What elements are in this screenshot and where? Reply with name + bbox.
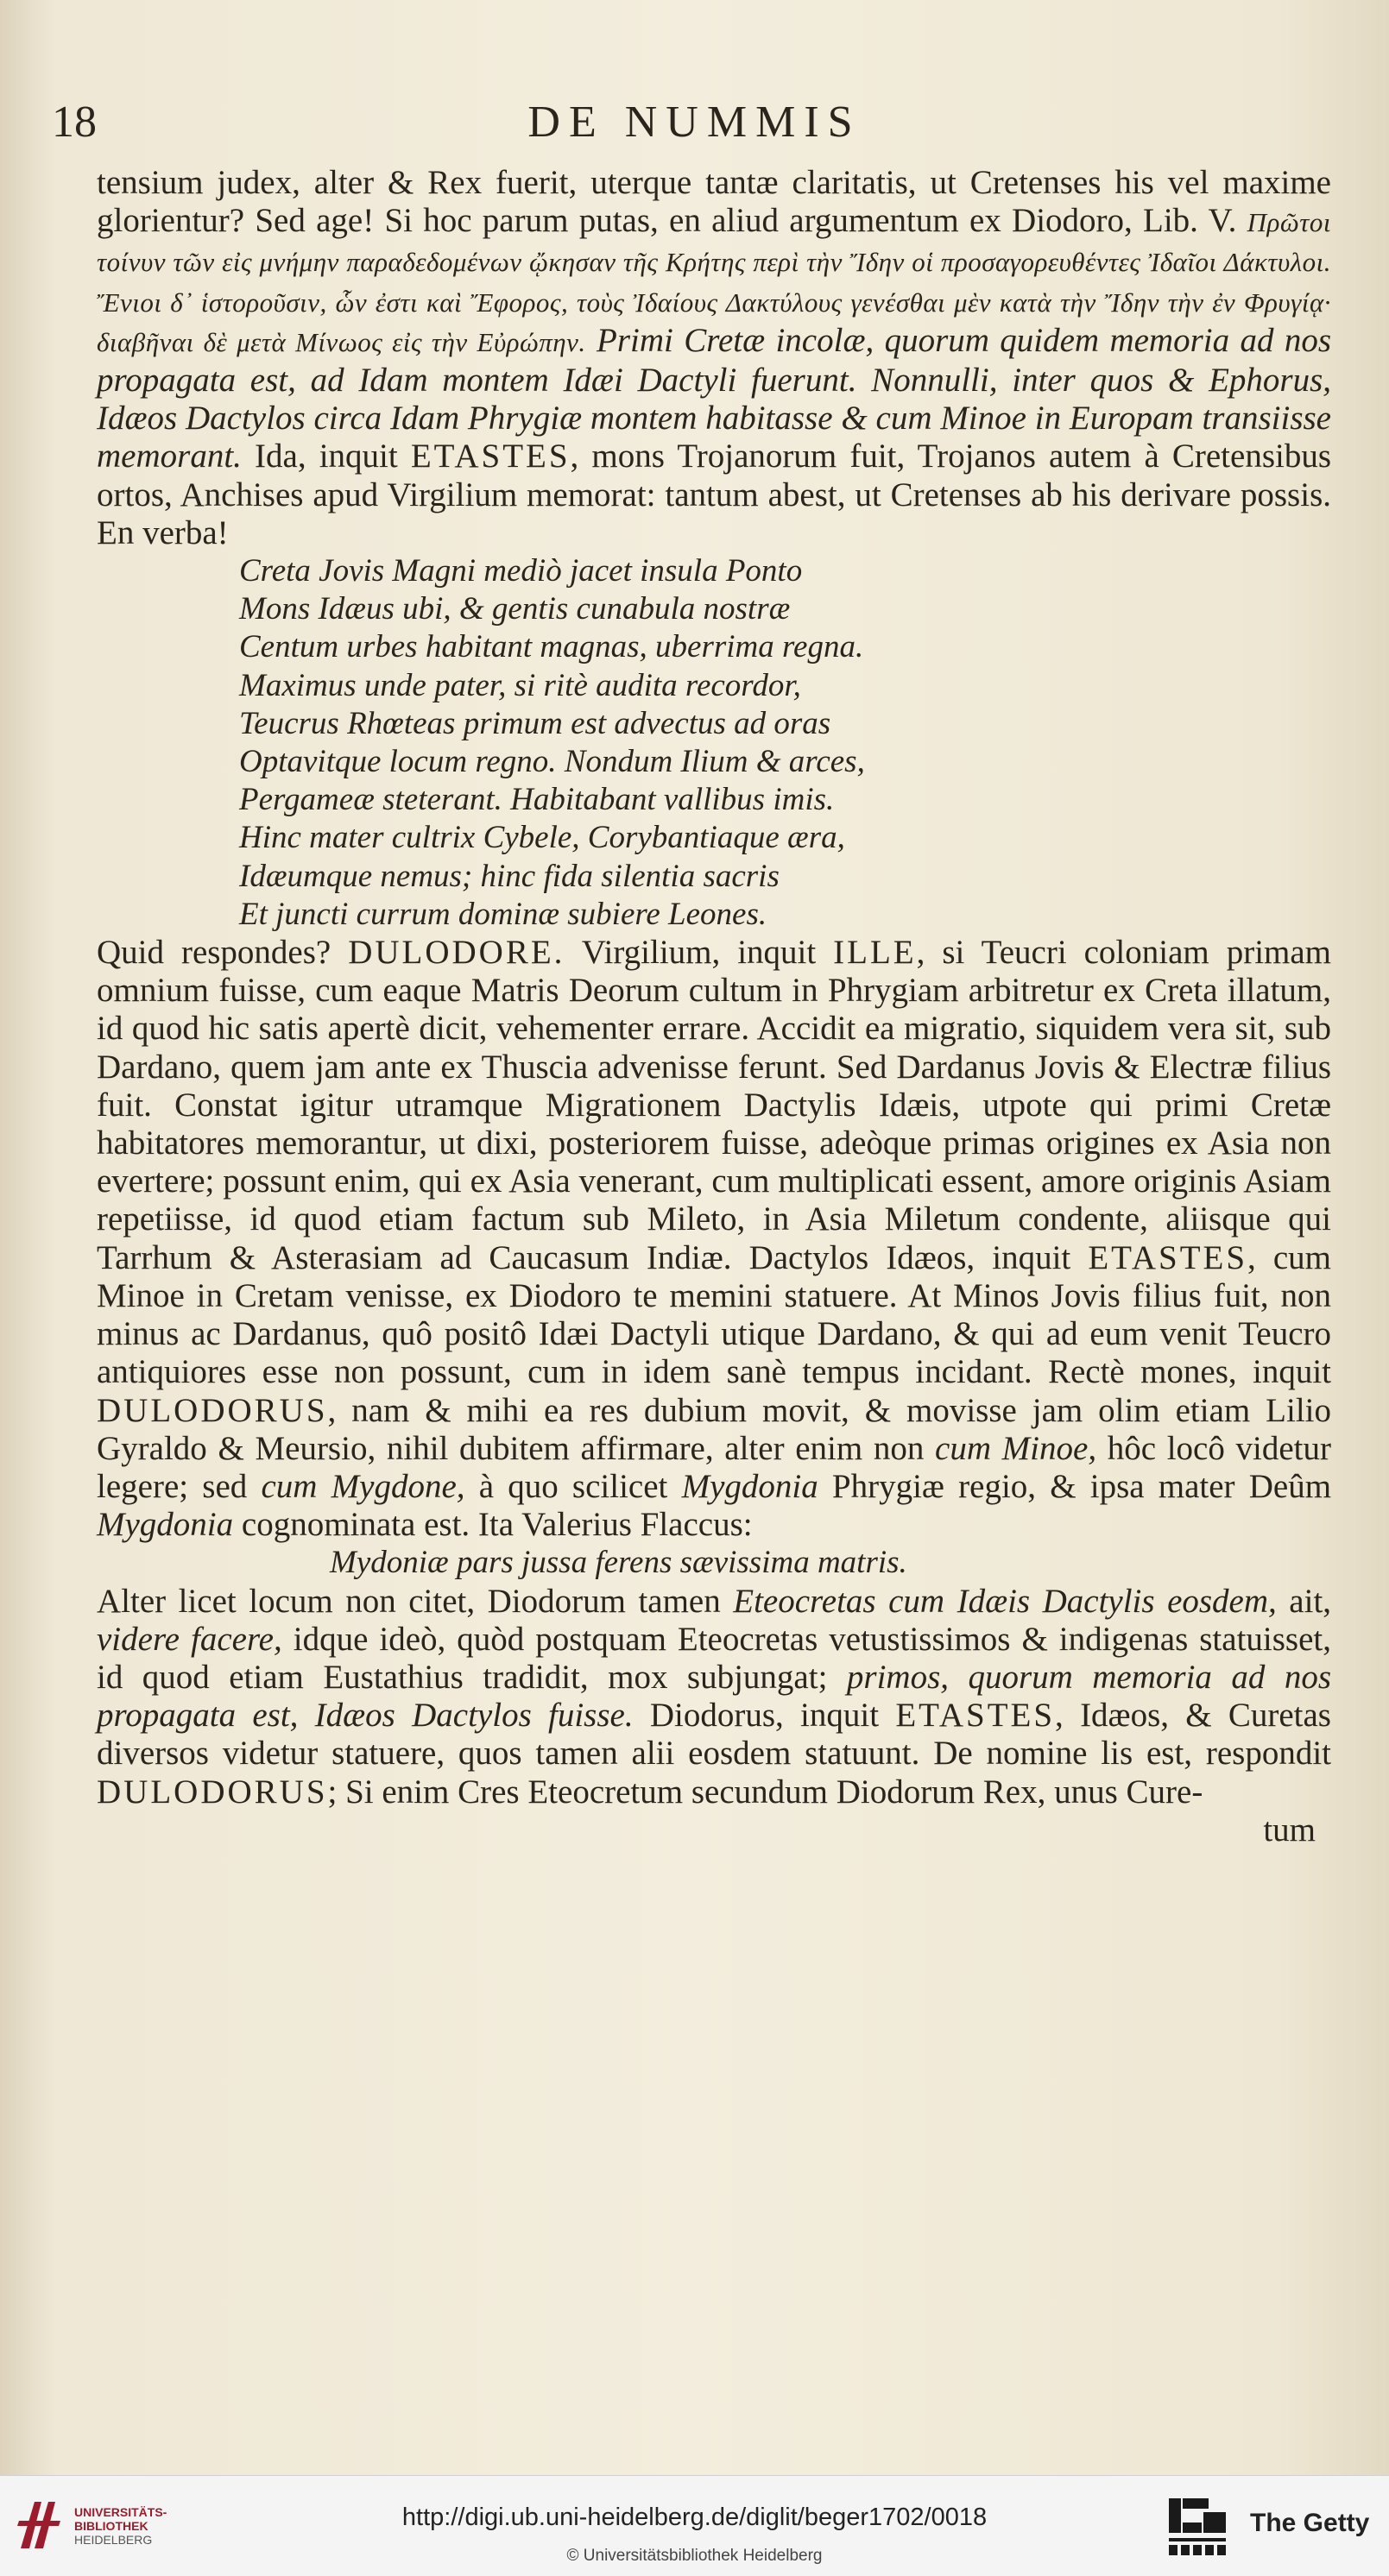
italic-phrase: Mygdonia xyxy=(97,1506,234,1544)
speaker-name: ETASTES xyxy=(895,1697,1056,1735)
greek-quotation: Πρῶτοι τοίνυν τῶν εἰς μνήμην παραδεδομένων ᾤκησαν τῆς Κρήτης περὶ τὴν Ἴδην οἱ προσαγορευθέντες Ἰδαῖοι Δάκτυλοι. Ἔνιοι δ᾽ ἱστοροῦσιν, ὧν ἐστι καὶ Ἔφορος, τοὺς Ἰδαίους Δακτύλους γενέσθαι μὲν κατὰ τὴν Ἴδην τὴν ἐν Φρυγίᾳ· διαβῆναι δὲ μετὰ Μίνωος εἰς τὴν Εὐρώπην. xyxy=(97,207,1332,357)
catchword: tum xyxy=(1263,1811,1316,1849)
page-number: 18 xyxy=(52,98,97,147)
verse-line: Teucrus Rhœteas primum est advectus ad oras xyxy=(239,705,831,741)
page-body xyxy=(97,164,1331,1849)
verse-line: Optavitque locum regno. Nondum Ilium & arces, xyxy=(239,744,865,780)
speaker-name: DULODORUS xyxy=(97,1391,328,1429)
copyright-notice: © Universitätsbibliothek Heidelberg xyxy=(566,2547,823,2565)
italic-phrase: videre facere, xyxy=(97,1620,282,1658)
text-span: , cum Minoe in Cretam venisse, ex Diodoro te memini statuere. At Minos Jovis filius fuit, non minus ac Dardanus, quô positô Idæi Dactyli utique Dardano, & qui ad eum venit Teucro antiquiores esse non possunt, cum in idem sanè tempus incidant. Rectè mones, inquit xyxy=(97,1238,1332,1391)
italic-phrase: cum Mygdone, xyxy=(261,1467,465,1505)
text-span: cognominata est. Ita Valerius Flaccus: xyxy=(241,1506,753,1544)
institution-line: BIBLIOTHEK xyxy=(74,2519,148,2533)
speaker-name: ILLE xyxy=(833,934,917,972)
speaker-name: DULODORE. xyxy=(348,934,565,972)
italic-phrase: cum Minoe, xyxy=(935,1429,1097,1467)
speaker-name: ETASTES xyxy=(1088,1238,1248,1276)
permalink[interactable]: http://digi.ub.uni-heidelberg.de/diglit/beger1702/0018 xyxy=(401,2504,988,2531)
verse-line: Maximus unde pater, si ritè audita recordor, xyxy=(239,667,801,703)
institution-line: HEIDELBERG xyxy=(74,2533,153,2547)
verse-line: Idæumque nemus; hinc fida silentia sacris xyxy=(239,858,780,894)
text-span: à quo scilicet xyxy=(478,1467,668,1505)
getty-logo-icon[interactable] xyxy=(1167,2495,1228,2557)
text-span: , Idæos, & Curetas diversos videtur statuere, quos tamen alii eosdem statuunt. De nomine lis est, respondit xyxy=(97,1697,1331,1773)
verse-line: Hinc mater cultrix Cybele, Corybantiaque æra, xyxy=(239,820,845,856)
verse-line: Pergameæ steterant. Habitabant vallibus imis. xyxy=(239,782,835,818)
paragraph-1 xyxy=(97,164,1331,552)
paragraph-2 xyxy=(97,934,1331,1544)
running-title: DE NUMMIS xyxy=(527,98,862,147)
text-span: idque ideò, quòd postquam Eteocretas vetustissimos & indigenas statuisset, id quod etiam Eustathius tradidit, mox subjungat; xyxy=(97,1620,1332,1696)
verse-quotation: Mydoniæ pars jussa ferens sævissima matris. xyxy=(330,1545,907,1581)
verse-line: Mons Idæus ubi, & gentis cunabula nostræ xyxy=(239,591,791,627)
verse-line: Et juncti currum dominæ subiere Leones. xyxy=(239,896,767,932)
italic-phrase: Eteocretas cum Idæis Dactylis eosdem, xyxy=(733,1582,1277,1620)
text-span: Phrygiæ regio, & ipsa mater Deûm xyxy=(831,1467,1332,1505)
speaker-name: ETASTES xyxy=(410,438,571,476)
latin-translation: Primi Cretæ incolæ, quorum quidem memoria ad nos propagata est, ad Idam montem Idæi Dactyli fuerunt. Nonnulli, inter quos & Ephorus, Idæos Dactylos circa Idam Phrygiæ montem habitasse & cum Minoe in Europam transiisse memorant. xyxy=(97,321,1332,476)
text-span: Alter licet locum non citet, Diodorum tamen xyxy=(97,1582,721,1620)
text-span: , mons Trojanorum fuit, Trojanos autem à Cretensibus ortos, Anchises apud Virgilium memorat: tantum abest, ut Cretenses ab his derivare possis. En verba! xyxy=(97,438,1332,551)
paragraph-3 xyxy=(97,1583,1331,1811)
text-span: Ida, inquit xyxy=(255,438,398,476)
text-span: , nam & mihi ea res dubium movit, & movisse jam olim etiam Lilio Gyraldo & Meursio, nihil dubitem affirmare, alter enim non xyxy=(97,1391,1331,1467)
text-span: tensium judex, alter & Rex fuerit, uterque tantæ claritatis, ut Cretenses his vel maxime glorientur? Sed age! Si hoc parum putas, en aliud argumentum ex Diodoro, Lib. V. xyxy=(97,164,1331,240)
institution-line: UNIVERSITÄTS- xyxy=(74,2505,167,2519)
verse-line: Centum urbes habitant magnas, uberrima regna. xyxy=(239,629,864,665)
italic-phrase: primos, quorum memoria ad nos propagata est, Idæos Dactylos fuisse. xyxy=(97,1658,1331,1735)
text-span: hôc locô videtur legere; sed xyxy=(97,1429,1332,1505)
text-span: ait, xyxy=(1289,1582,1332,1620)
text-span: Quid respondes? xyxy=(97,934,331,972)
partner-name: The Getty xyxy=(1250,2509,1370,2537)
text-span: , si Teucri coloniam primam omnium fuisse, cum eaque Matris Deorum cultum in Phrygiam arbitretur ex Creta illatum, id quod hic satis apertè dicit, vehementer errare. Accidit ea migratio, siquidem vera sit, sub Dardano, quem jam ante ex Thuscia advenisse ferunt. Sed Dardanus Jovis & Electræ filius fuit. Constat igitur utramque Migrationem Dactylis Idæis, utpote qui primi Cretæ habitatores memorantur, ut dixi, posteriorem fuisse, adeòque primas origines ex Asia non evertere; possunt enim, qui ex Asia venerant, cum multiplicati essent, amore originis Asiam repetiisse, id quod etiam factum sub Mileto, in Asia Miletum condente, aliisque qui Tarrhum & Asterasiam ad Caucasum Indiæ. Dactylos Idæos, inquit xyxy=(97,934,1332,1276)
verse-block xyxy=(97,552,1331,934)
italic-phrase: Mygdonia xyxy=(681,1467,818,1505)
text-span: ; Si enim Cres Eteocretum secundum Diodorum Rex, unus Cure- xyxy=(327,1773,1203,1811)
text-span: Diodorus, inquit xyxy=(649,1697,880,1735)
verse-line: Creta Jovis Magni mediò jacet insula Ponto xyxy=(239,553,803,589)
text-span: Virgilium, inquit xyxy=(581,934,817,972)
footer-bar xyxy=(0,2475,1389,2576)
speaker-name: DULODORUS xyxy=(97,1773,328,1811)
